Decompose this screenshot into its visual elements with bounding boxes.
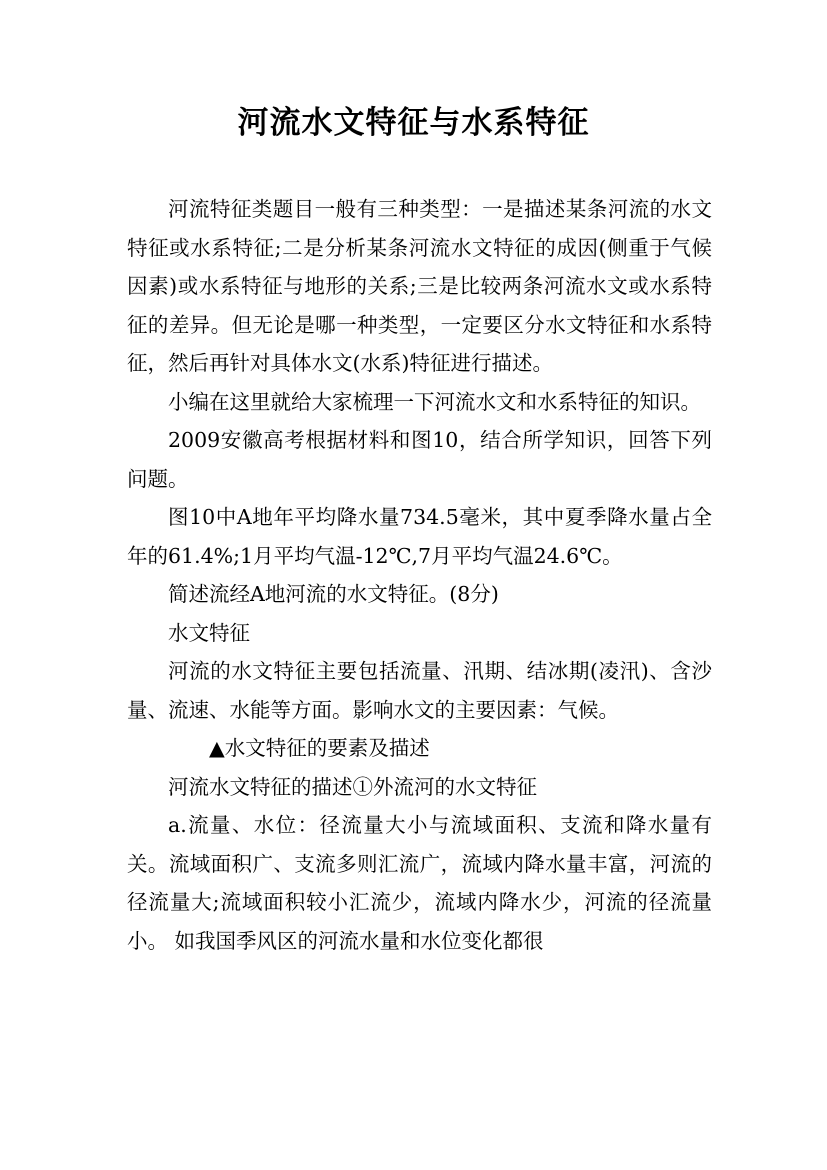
document-body [127,190,712,960]
paragraph-flow-level: a.流量、水位：径流量大小与流域面积、支流和降水量有关。流域面积广、支流多则汇流广，流域内降水量丰富，河流的径流量大;流域面积较小汇流少，流域内降水少，河流的径流量小。 如我国季风区的河流水量和水位变化都很 [127,813,712,953]
section-heading [127,729,712,768]
paragraph-hydro-definition: 河流的水文特征主要包括流量、汛期、结冰期(凌汛)、含沙量、流速、水能等方面。影响水文的主要因素：气候。 [127,659,712,722]
paragraph-task: 简述流经A地河流的水文特征。(8分) [168,582,499,606]
paragraph-subheading: 水文特征 [168,620,250,645]
document-title: 河流水文特征与水系特征 [237,105,590,141]
paragraph-exam-question: 2009安徽高考根据材料和图10，结合所学知识，回答下列问题。 [127,428,712,491]
triangle-marker-icon: ▲ [209,736,225,760]
paragraph-climate-data: 图10中A地年平均降水量734.5毫米，其中夏季降水量占全年的61.4%;1月平均气温-12℃,7月平均气温24.6℃。 [127,505,712,568]
paragraph-description-intro: 河流水文特征的描述①外流河的水文特征 [168,774,537,799]
section-heading-text: 水文特征的要素及描述 [224,736,430,760]
paragraph-editor-note: 小编在这里就给大家梳理一下河流水文和水系特征的知识。 [168,389,701,414]
paragraph-intro: 河流特征类题目一般有三种类型：一是描述某条河流的水文特征或水系特征;二是分析某条河流水文特征的成因(侧重于气候因素)或水系特征与地形的关系;三是比较两条河流水文或水系特征的差异。但无论是哪一种类型，一定要区分水文特征和水系特征，然后再针对具体水文(水系)特征进行描述。 [127,197,712,375]
